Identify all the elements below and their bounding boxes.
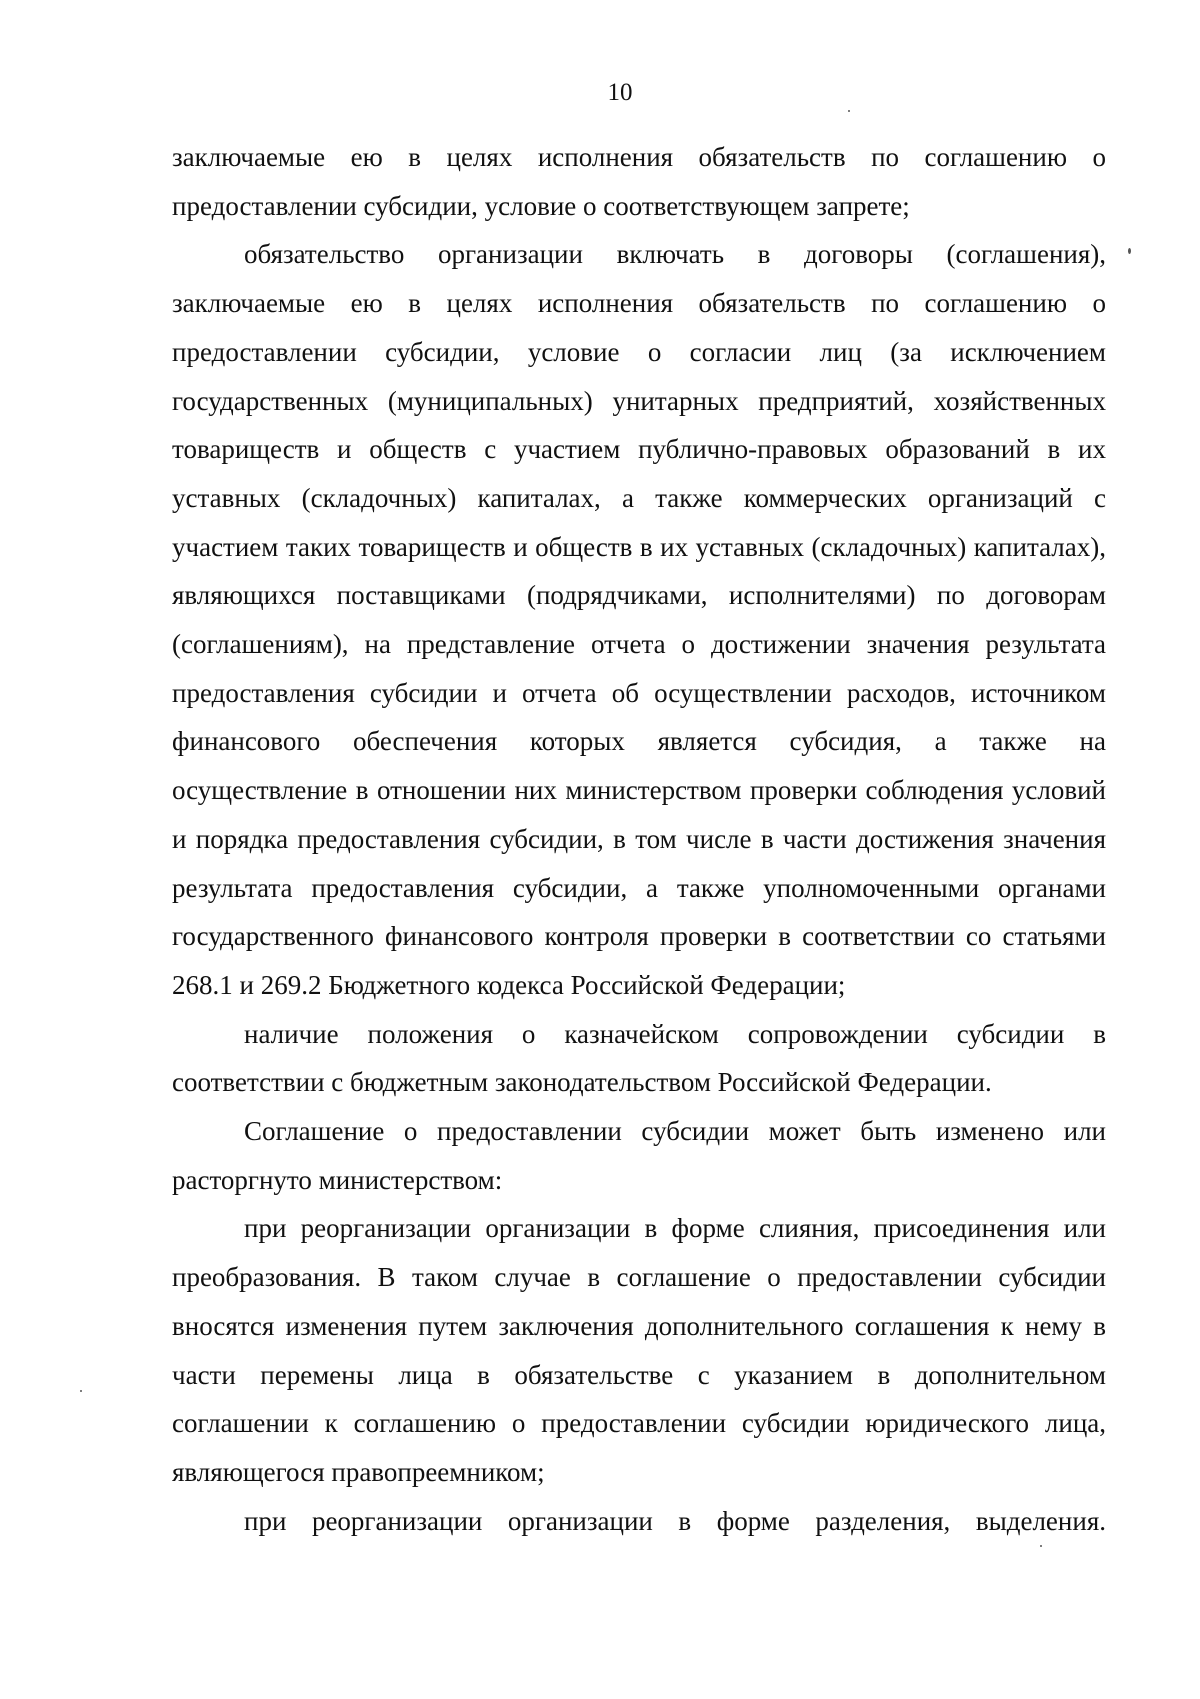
- page-number: 10: [607, 79, 633, 106]
- paragraph-6-first-line: при реорганизации организации в форме разделения, выделения.: [244, 1505, 1106, 1536]
- paragraph-1: заключаемые ею в целях исполнения обязательств по соглашению о предоставлении субсидии, условие о соответствующем запрете;: [172, 142, 1106, 221]
- scan-speck: [80, 1390, 82, 1392]
- scan-speck: [1040, 1545, 1042, 1547]
- scan-speck: [1128, 248, 1131, 254]
- paragraph-4: Соглашение о предоставлении субсидии может быть изменено или расторгнуто министерством:: [172, 1116, 1106, 1195]
- scan-speck: [848, 110, 850, 112]
- paragraph-6-truncated: [172, 1497, 1106, 1546]
- paragraph-2: обязательство организации включать в договоры (соглашения), заключаемые ею в целях исполнения обязательств по соглашению о предоставлении субсидии, условие о согласии лиц (за исключением государственных (муниципальных) унитарных предприятий, хозяйственных товариществ и обществ с участием публично-правовых образований в их уставных (складочных) капиталах, а также коммерческих организаций с участием таких товариществ и обществ в их уставных (складочных) капиталах), являющихся поставщиками (подрядчиками, исполнителями) по договорам (соглашениям), на представление отчета о достижении значения результата предоставления субсидии и отчета об осуществлении расходов, источником финансового обеспечения которых является субсидия, а также на осуществление в отношении них министерством проверки соблюдения условий и порядка предоставления субсидии, в том числе в части достижения значения результата предоставления субсидии, а также уполномоченными органами государственного финансового контроля проверки в соответствии со статьями 268.1 и 269.2 Бюджетного кодекса Российской Федерации;: [172, 239, 1106, 1000]
- paragraph-3: наличие положения о казначейском сопровождении субсидии в соответствии с бюджетным законодательством Российской Федерации.: [172, 1018, 1106, 1098]
- body-text: [172, 133, 1106, 1545]
- paragraph-5: при реорганизации организации в форме слияния, присоединения или преобразования. В таком случае в соглашение о предоставлении субсидии вносятся изменения путем заключения дополнительного соглашения к нему в части перемены лица в обязательстве с указанием в дополнительном соглашении к соглашению о предоставлении субсидии юридического лица, являющегося правопреемником;: [172, 1213, 1106, 1487]
